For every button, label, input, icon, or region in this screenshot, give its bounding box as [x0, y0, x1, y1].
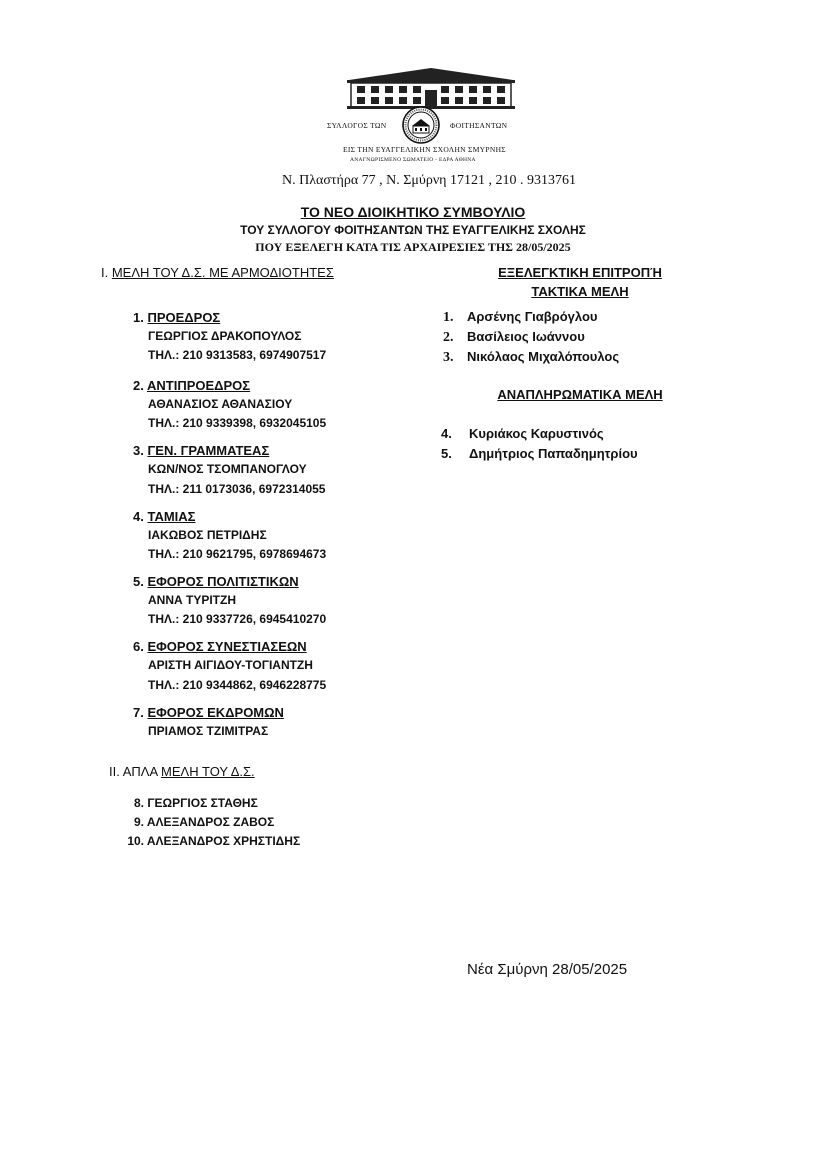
election-note: ΠΟΥ ΕΞΕΛΕΓΗ ΚΑΤΑ ΤΙΣ ΑΡΧΑΙΡΕΣΙΕΣ ΤΗΣ 28/05/2025 — [255, 240, 571, 254]
role-name: ΓΕΩΡΓΙΟΣ ΔΡΑΚΟΠΟΥΛΟΣ — [148, 329, 302, 343]
list-item: 5. Δημήτριος Παπαδημητρίου — [441, 446, 638, 461]
association-label-left: ΣΥΛΛΟΓΟΣ ΤΩΝ — [327, 121, 387, 130]
role-item-4: 4. ΤΑΜΙΑΣ — [133, 509, 196, 524]
school-name: ΕΙΣ ΤΗΝ ΕΥΑΓΓΕΛΙΚΗΝ ΣΧΟΛΗΝ ΣΜΥΡΝΗΣ — [343, 145, 506, 154]
role-item-5: 5. ΕΦΟΡΟΣ ΠΟΛΙΤΙΣΤΙΚΩΝ — [133, 574, 299, 589]
role-item-6: 6. ΕΦΟΡΟΣ ΣΥΝΕΣΤΙΑΣΕΩΝ — [133, 639, 307, 654]
role-phone: ΤΗΛ.: 210 9344862, 6946228775 — [148, 678, 327, 692]
role-name: ΑΝΝΑ ΤΥΡΙΤΖΗ — [148, 593, 236, 607]
list-item: 8. ΓΕΩΡΓΙΟΣ ΣΤΑΘΗΣ — [133, 796, 258, 810]
role-item-3: 3. ΓΕΝ. ΓΡΑΜΜΑΤΕΑΣ — [133, 443, 270, 458]
page-subtitle: ΤΟΥ ΣΥΛΛΟΓΟΥ ΦΟΙΤΗΣΑΝΤΩΝ ΤΗΣ ΕΥΑΓΓΕΛΙΚΗΣ ΣΧΟΛΗΣ — [240, 223, 586, 237]
role-phone: ΤΗΛ.: 210 9313583, 6974907517 — [148, 348, 327, 362]
role-item-7: 7. ΕΦΟΡΟΣ ΕΚΔΡΟΜΩΝ — [133, 705, 284, 720]
list-item: 4. Κυριάκος Καρυστινός — [441, 426, 604, 441]
list-item: 10. ΑΛΕΞΑΝΔΡΟΣ ΧΡΗΣΤΙΔΗΣ — [127, 834, 301, 848]
role-name: ΑΘΑΝΑΣΙΟΣ ΑΘΑΝΑΣΙΟΥ — [148, 397, 293, 411]
building-emblem — [345, 66, 517, 110]
list-item: 2. Βασίλειος Ιωάννου — [443, 329, 585, 345]
audit-heading: ΕΞΕΛΕΓΚΤΙΚΗ ΕΠΙΤΡΟΠΉ — [498, 265, 662, 280]
regular-members-heading: ΤΑΚΤΙΚΑ ΜΕΛΗ — [531, 284, 629, 299]
letterhead-address: Ν. Πλαστήρα 77 , Ν. Σμύρνη 17121 , 210 . 9313761 — [282, 173, 576, 188]
role-item-2: 2. ΑΝΤΙΠΡΟΕΔΡΟΣ — [133, 378, 251, 393]
section-2-heading: ΙΙ. ΑΠΛΑ ΜΕΛΗ ΤΟΥ Δ.Σ. — [109, 764, 255, 779]
role-name: ΠΡΙΑΜΟΣ ΤΖΙΜΙΤΡΑΣ — [148, 724, 269, 738]
role-name: ΙΑΚΩΒΟΣ ΠΕΤΡΙΔΗΣ — [148, 528, 267, 542]
document-date: Νέα Σμύρνη 28/05/2025 — [467, 961, 628, 978]
association-label-right: ΦΟΙΤΗΣΑΝΤΩΝ — [450, 121, 508, 130]
list-item: 3. Νικόλαος Μιχαλόπουλος — [443, 349, 620, 365]
role-phone: ΤΗΛ.: 210 9337726, 6945410270 — [148, 612, 327, 626]
role-name: ΚΩΝ/ΝΟΣ ΤΣΟΜΠΑΝΟΓΛΟΥ — [148, 462, 307, 476]
page-title: ΤΟ ΝΕΟ ΔΙΟΙΚΗΤΙΚΟ ΣΥΜΒΟΥΛΙΟ — [300, 204, 526, 220]
section-1-heading: Ι. ΜΕΛΗ ΤΟΥ Δ.Σ. ΜΕ ΑΡΜΟΔΙΟΤΗΤΕΣ — [101, 265, 334, 280]
role-phone: ΤΗΛ.: 211 0173036, 6972314055 — [148, 482, 326, 496]
role-phone: ΤΗΛ.: 210 9621795, 6978694673 — [148, 547, 327, 561]
list-item: 9. ΑΛΕΞΑΝΔΡΟΣ ΖΑΒΟΣ — [133, 815, 275, 829]
role-phone: ΤΗΛ.: 210 9339398, 6932045105 — [148, 416, 327, 430]
role-name: ΑΡΙΣΤΗ ΑΙΓΙΔΟΥ-ΤΟΓΙΑΝΤΖΗ — [148, 658, 313, 672]
alternate-members-heading: ΑΝΑΠΛΗΡΩΜΑΤΙΚΑ ΜΕΛΗ — [497, 387, 663, 402]
list-item: 1. Αρσένης Γιαβρόγλου — [443, 309, 598, 325]
seal-emblem — [402, 106, 440, 144]
role-item-1: 1. ΠΡΟΕΔΡΟΣ — [133, 310, 221, 325]
recognition-note: ΑΝΑΓΝΩΡΙΣΜΕΝΟ ΣΩΜΑΤΕΙΟ - ΕΔΡΑ ΑΘΗΝΑ — [350, 157, 476, 163]
